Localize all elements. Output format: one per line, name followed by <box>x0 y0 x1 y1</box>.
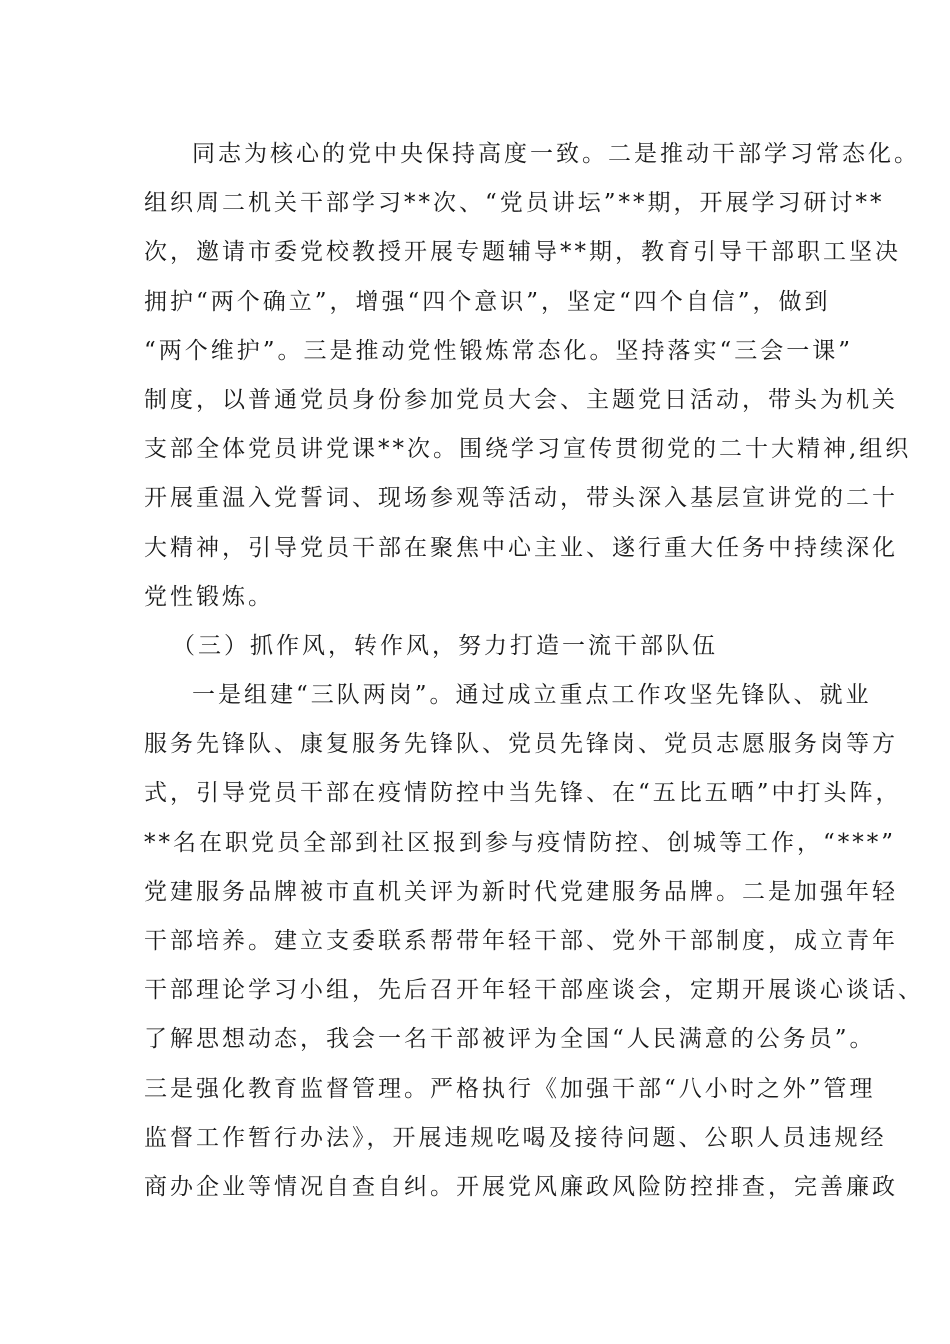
text-line: 次，邀请市委党校教授开展专题辅导**期，教育引导干部职工坚决 <box>144 239 901 266</box>
text-line: 干部理论学习小组，先后召开年轻干部座谈会，定期开展谈心谈话、 <box>144 977 924 1004</box>
text-line: 了解思想动态，我会一名干部被评为全国“人民满意的公务员”。 <box>144 1026 876 1053</box>
text-line: 干部培养。建立支委联系帮带年轻干部、党外干部制度，成立青年 <box>144 928 898 954</box>
text-line: 三是强化教育监督管理。严格执行《加强干部“八小时之外”管理 <box>144 1075 876 1102</box>
text-line: 服务先锋队、康复服务先锋队、党员先锋岗、党员志愿服务岗等方 <box>144 731 898 758</box>
text-line: 党建服务品牌被市直机关评为新时代党建服务品牌。二是加强年轻 <box>144 878 898 905</box>
text-line: 大精神，引导党员干部在聚焦中心主业、遂行重大任务中持续深化 <box>144 534 898 561</box>
text-line: 式，引导党员干部在疫情防控中当先锋、在“五比五晒”中打头阵， <box>144 780 902 807</box>
text-line: 监督工作暂行办法》，开展违规吃喝及接待问题、公职人员违规经 <box>144 1124 887 1151</box>
text-line: 拥护“两个确立”，增强“四个意识”，坚定“四个自信”，做到 <box>144 288 831 315</box>
text-line: 一是组建“三队两岗”。通过成立重点工作攻坚先锋队、就业 <box>192 682 872 709</box>
text-line: 商办企业等情况自查自纠。开展党风廉政风险防控排查，完善廉政 <box>144 1173 898 1200</box>
text-line: 支部全体党员讲党课**次。围绕学习宣传贯彻党的二十大精神,组织 <box>144 436 912 463</box>
document-body <box>144 130 924 1212</box>
text-line: 同志为核心的党中央保持高度一致。二是推动干部学习常态化。 <box>192 141 920 167</box>
text-line: 开展重温入党誓词、现场参观等活动，带头深入基层宣讲党的二十 <box>144 485 898 512</box>
text-line: 党性锻炼。 <box>144 583 274 610</box>
text-line: 制度，以普通党员身份参加党员大会、主题党日活动，带头为机关 <box>144 386 898 413</box>
text-line: “两个维护”。三是推动党性锻炼常态化。坚持落实“三会一课” <box>144 337 854 364</box>
section-heading: （三）抓作风，转作风，努力打造一流干部队伍 <box>172 632 718 659</box>
text-line: 组织周二机关干部学习**次、“党员讲坛”**期，开展学习研讨** <box>144 190 885 217</box>
text-line: **名在职党员全部到社区报到参与疫情防控、创城等工作，“***” <box>144 829 897 856</box>
